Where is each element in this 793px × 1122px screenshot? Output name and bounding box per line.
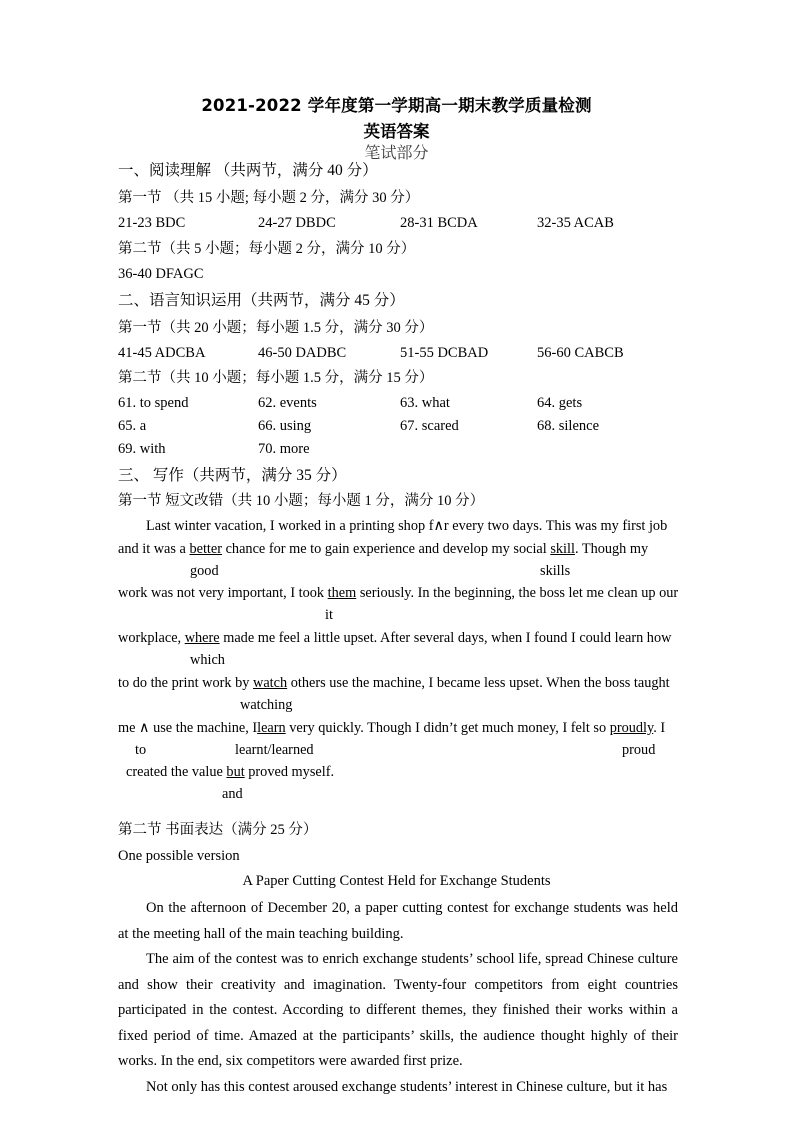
part-one-heading: 一、阅读理解 （共两节，满分 40 分） (118, 162, 378, 179)
error-word: skill (550, 541, 575, 557)
error-word: where (184, 630, 220, 646)
answer-group: 41-45 ADCBA (118, 345, 206, 361)
correction-line-4 (118, 630, 671, 647)
answer-item: 61. to spend (118, 395, 189, 411)
document-subtitle: 英语答案 (363, 122, 430, 141)
answer-group: 28-31 BCDA (400, 215, 478, 231)
correction-text: . Though my (574, 541, 649, 557)
correction-text: chance for me to gain experience and develop my social (222, 541, 551, 557)
answer-group: 24-27 DBDC (258, 215, 336, 231)
correction-fix: to (135, 742, 147, 758)
correction-fix: which (190, 652, 225, 668)
part-one-section-b-heading: 第二节（共 5 小题；每小题 2 分，满分 10 分） (118, 241, 416, 257)
correction-fix: and (222, 786, 243, 802)
written-part-label: 笔试部分 (364, 145, 429, 162)
answer-item: 66. using (258, 418, 312, 434)
part-three-heading: 三、 写作（共两节，满分 35 分） (118, 467, 347, 484)
document-title: 2021-2022 学年度第一学期高一期末教学质量检测 (201, 96, 592, 115)
correction-fix: watching (240, 697, 293, 713)
essay-paragraph: Not only has this contest aroused exchange students’ interest in Chinese culture, but it has (146, 1079, 668, 1095)
error-word: learn (257, 720, 286, 736)
answer-item: 67. scared (400, 418, 459, 434)
correction-fix: proud (622, 742, 656, 758)
error-word: watch (253, 675, 288, 691)
correction-line-1 (146, 518, 667, 535)
correction-fix: skills (540, 563, 571, 579)
possible-version-label: One possible version (118, 848, 240, 864)
part-three-section-b-heading: 第二节 书面表达（满分 25 分） (118, 822, 318, 838)
correction-text: to do the print work by (118, 675, 254, 691)
correction-text: work was not very important, I took (118, 585, 328, 601)
answer-group: 32-35 ACAB (537, 215, 614, 231)
part-two-section-b-heading: 第二节（共 10 小题；每小题 1.5 分，满分 15 分） (118, 370, 434, 386)
correction-text: . I (653, 720, 666, 736)
answer-item: 69. with (118, 441, 166, 457)
error-word: better (189, 541, 223, 557)
correction-line-5 (118, 675, 670, 692)
essay-paragraph: On the afternoon of December 20, a paper cutting contest for exchange students was held at the meeting hall of the main teaching building. (118, 900, 678, 942)
correction-text: seriously. In the beginning, the boss let me clean up our (356, 585, 679, 601)
correction-text: created the value (126, 764, 227, 780)
correction-text: workplace, (118, 630, 185, 646)
part-two-heading: 二、语言知识运用（共两节，满分 45 分） (118, 292, 405, 309)
correction-line-3 (118, 585, 678, 602)
answer-group: 51-55 DCBAD (400, 345, 489, 361)
correction-text: proved myself. (244, 764, 335, 780)
error-word: but (226, 764, 245, 780)
error-word: them (327, 585, 357, 601)
answer-group: 21-23 BDC (118, 215, 186, 231)
correction-fix: it (325, 607, 333, 623)
correction-text: and it was a (118, 541, 190, 557)
insert-caret-icon: ∧ (433, 518, 444, 534)
correction-fix: good (190, 563, 219, 579)
correction-fix: learnt/learned (235, 742, 314, 758)
essay-title: A Paper Cutting Contest Held for Exchange Students (242, 873, 551, 889)
answer-item: 62. events (258, 395, 317, 411)
correction-line-7 (126, 764, 334, 781)
answer-item: 70. more (258, 441, 310, 457)
answer-item: 65. a (118, 418, 147, 434)
error-word: proudly (609, 720, 654, 736)
correction-text: me (118, 720, 140, 736)
part-one-section-a-heading: 第一节 （共 15 小题; 每小题 2 分，满分 30 分） (118, 190, 420, 206)
answer-item: 68. silence (537, 418, 600, 434)
correction-text: r every two days. This was my first job (443, 518, 668, 534)
insert-caret-icon: ∧ (139, 720, 150, 736)
correction-text: very quickly. Though I didn’t get much money, I felt so (285, 720, 610, 736)
answer-group: 46-50 DADBC (258, 345, 347, 361)
part-three-section-a-heading: 第一节 短文改错（共 10 小题；每小题 1 分，满分 10 分） (118, 493, 485, 509)
correction-text: use the machine, I (149, 720, 258, 736)
part-two-section-a-heading: 第一节（共 20 小题；每小题 1.5 分，满分 30 分） (118, 320, 434, 336)
answer-group: 36-40 DFAGC (118, 266, 204, 282)
answer-group: 56-60 CABCB (537, 345, 624, 361)
correction-text: Last winter vacation, I worked in a printing shop f (146, 518, 434, 534)
answer-item: 64. gets (537, 395, 583, 411)
answer-item: 63. what (400, 395, 450, 411)
correction-text: made me feel a little upset. After several days, when I found I could learn how (219, 630, 672, 646)
correction-line-6 (118, 720, 665, 737)
essay-paragraph: The aim of the contest was to enrich exchange students’ school life, spread Chinese culture and show their creativity and imagination. Twenty-four competitors from eight countries participated in the contest. According to different themes, they finished their works within a fixed period of time. Amazed at the participants’ skills, the audience thought highly of their works. In the end, six competitors were awarded first prize. (118, 951, 678, 1070)
correction-text: others use the machine, I became less upset. When the boss taught (287, 675, 670, 691)
correction-line-2 (118, 541, 648, 558)
